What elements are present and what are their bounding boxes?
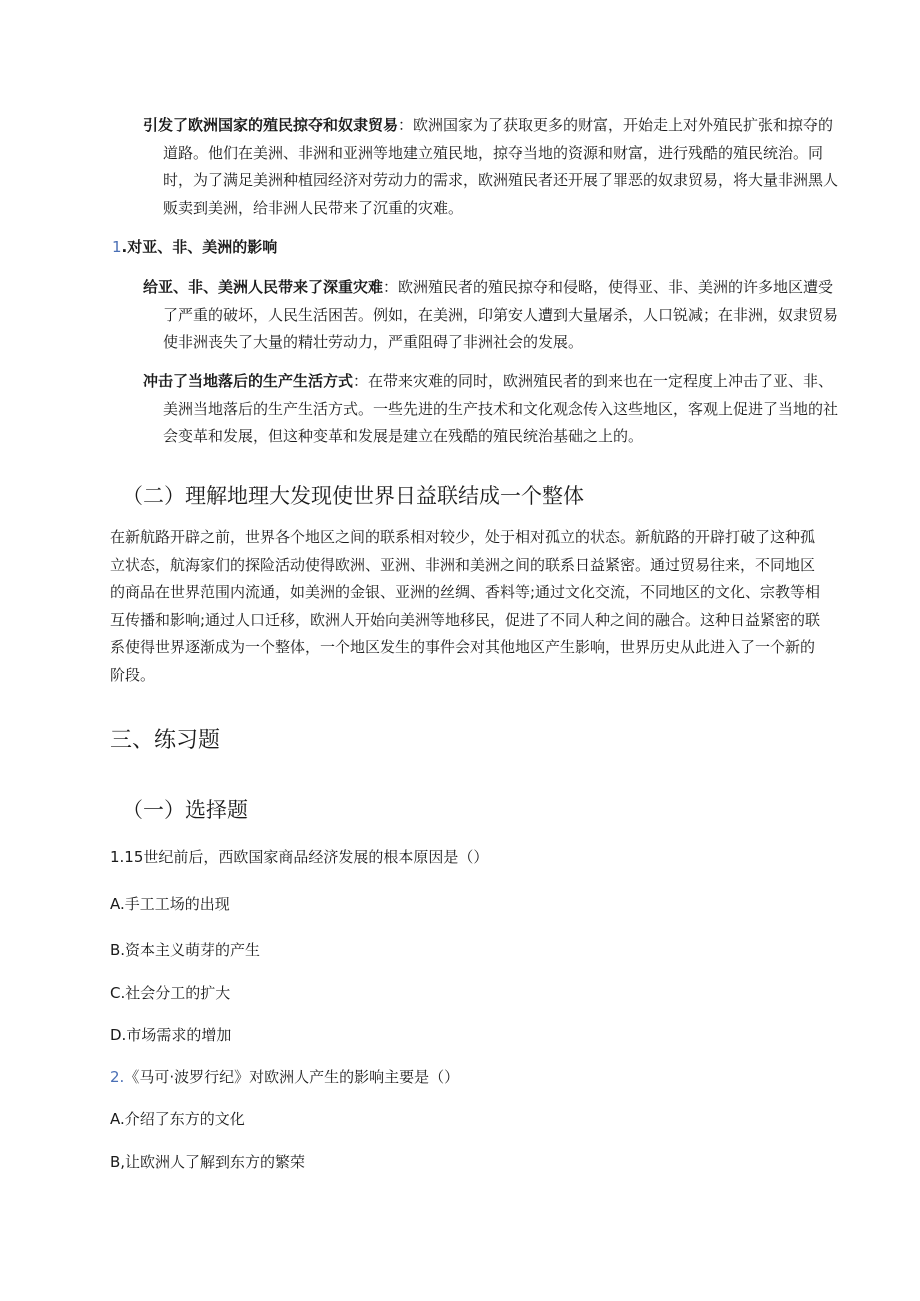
question-option: A.手工工场的出现 bbox=[110, 895, 230, 913]
paragraph-bold-lead: 引发了欧洲国家的殖民掠夺和奴隶贸易 bbox=[143, 116, 399, 134]
paragraph-disaster bbox=[143, 274, 843, 357]
list-item-heading bbox=[112, 234, 712, 262]
page-title: 三、练习题 bbox=[110, 728, 221, 753]
list-number: 1 bbox=[112, 238, 122, 256]
question-option: B,让欧洲人了解到东方的繁荣 bbox=[110, 1153, 306, 1171]
paragraph-text: ：欧洲殖民者的殖民掠夺和侵略，使得亚、非、美洲的许多地区遭受了严重的破坏，人民生活困苦。例如，在美洲，印第安人遭到大量屠杀，人口锐减；在非洲，奴隶贸易使非洲丧失了大量的精壮劳动力，严重阻碍了非洲社会的发展。 bbox=[163, 278, 839, 351]
list-item-title: .对亚、非、美洲的影响 bbox=[121, 238, 278, 256]
subsection-heading: （一）选择题 bbox=[122, 798, 248, 822]
paragraph-text: ：在带来灾难的同时，欧洲殖民者的到来也在一定程度上冲击了亚、非、美洲当地落后的生产生活方式。一些先进的生产技术和文化观念传入这些地区，客观上促进了当地的社会变革和发展，但这种变革和发展是建立在残酷的殖民统治基础之上的。 bbox=[163, 372, 839, 445]
paragraph-bold-lead: 给亚、非、美洲人民带来了深重灾难 bbox=[143, 278, 384, 296]
section-heading: （二）理解地理大发现使世界日益联结成一个整体 bbox=[122, 484, 584, 508]
question-stem: 1.15世纪前后，西欧国家商品经济发展的根本原因是（） bbox=[110, 848, 489, 866]
section-body: 在新航路开辟之前，世界各个地区之间的联系相对较少，处于相对孤立的状态。新航路的开辟打破了这种孤立状态，航海家们的探险活动使得欧洲、亚洲、非洲和美洲之间的联系日益紧密。通过贸易往来，不同地区的商品在世界范围内流通，如美洲的金银、亚洲的丝绸、香料等;通过文化交流，不同地区的文化、宗教等相互传播和影响;通过人口迁移，欧洲人开始向美洲等地移民，促进了不同人种之间的融合。这种日益紧密的联系使得世界逐渐成为一个整体，一个地区发生的事件会对其他地区产生影响，世界历史从此进入了一个新的阶段。 bbox=[110, 528, 821, 684]
question-text: 《马可·波罗行纪》对欧洲人产生的影响主要是（） bbox=[124, 1068, 460, 1086]
paragraph-impact-lifestyle bbox=[143, 368, 843, 451]
paragraph-bold-lead: 冲击了当地落后的生产生活方式 bbox=[143, 372, 354, 390]
question-option: B.资本主义萌芽的产生 bbox=[110, 941, 261, 959]
question-option: D.市场需求的增加 bbox=[110, 1026, 232, 1044]
question-number: 2. bbox=[110, 1068, 125, 1086]
question-stem bbox=[110, 1066, 810, 1088]
question-option: A.介绍了东方的文化 bbox=[110, 1110, 245, 1128]
paragraph-text: ：欧洲国家为了获取更多的财富，开始走上对外殖民扩张和掠夺的道路。他们在美洲、非洲和亚洲等地建立殖民地，掠夺当地的资源和财富，进行残酷的殖民统治。同时，为了满足美洲种植园经济对劳动力的需求，欧洲殖民者还开展了罪恶的奴隶贸易，将大量非洲黑人贩卖到美洲，给非洲人民带来了沉重的灾难。 bbox=[163, 116, 839, 217]
paragraph-colonial-plunder bbox=[143, 112, 843, 222]
question-option: C.社会分工的扩大 bbox=[110, 984, 231, 1002]
